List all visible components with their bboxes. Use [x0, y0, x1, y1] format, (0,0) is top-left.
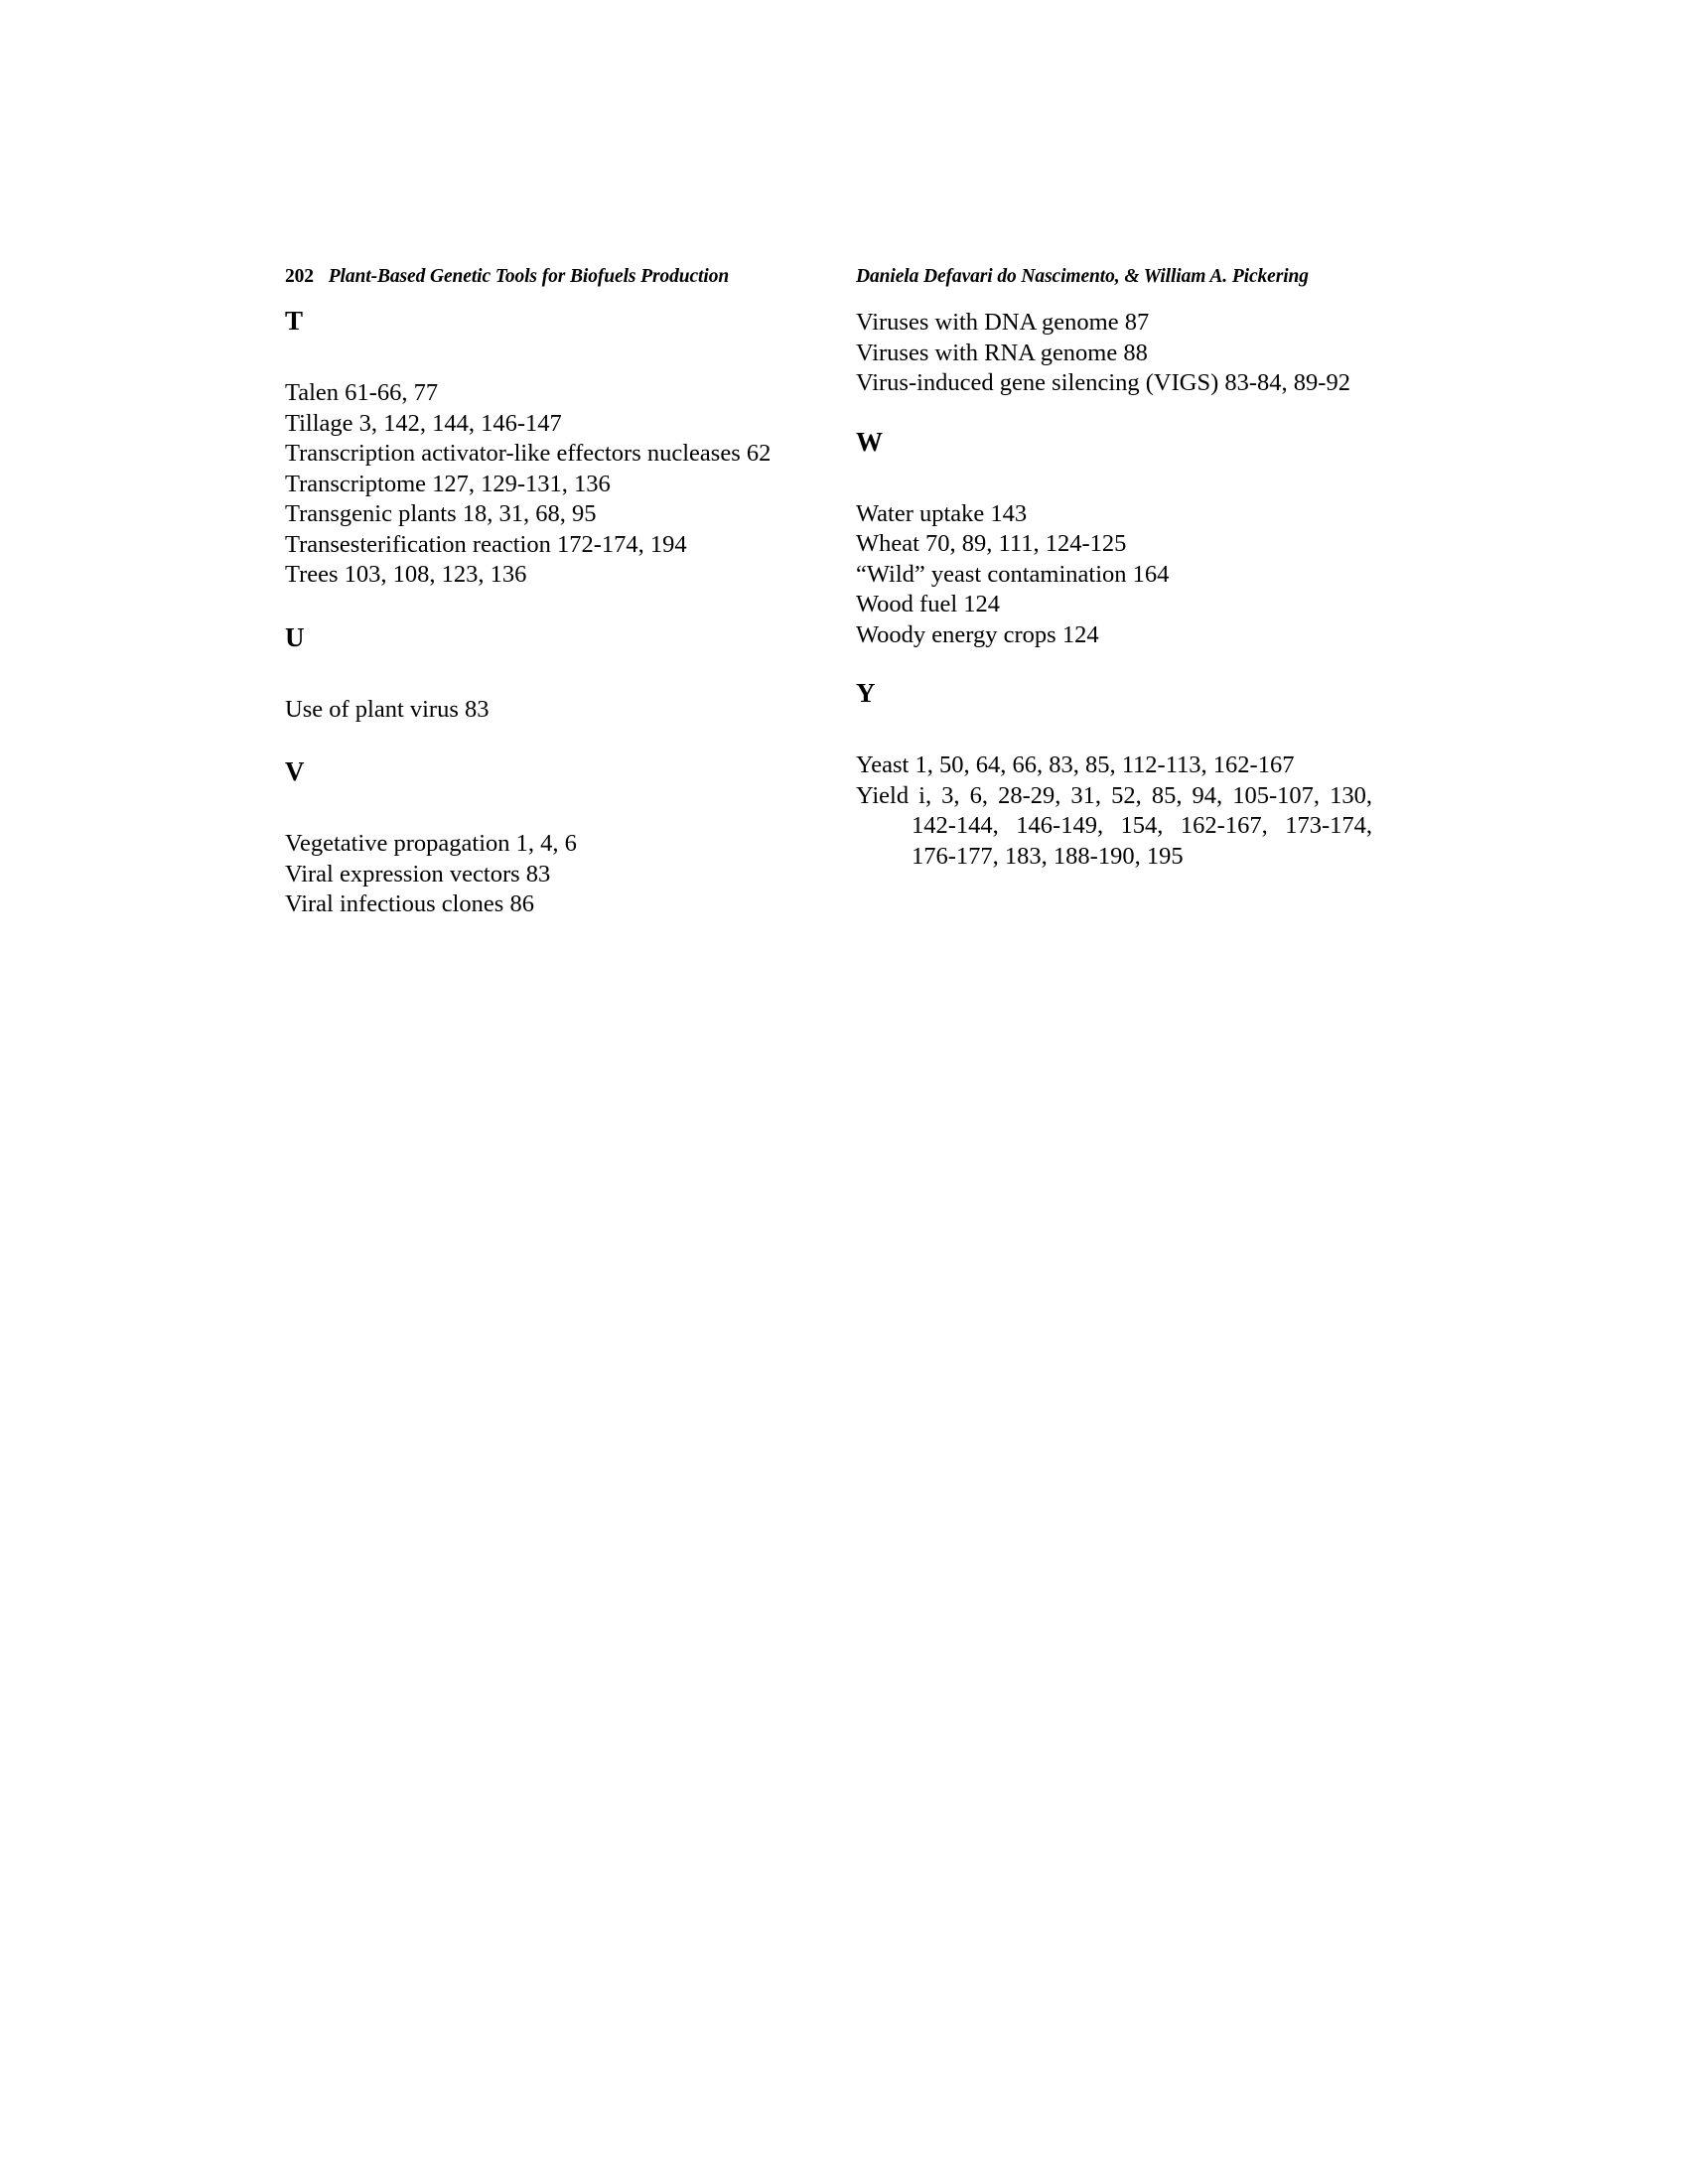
book-title: Plant-Based Genetic Tools for Biofuels Production — [328, 266, 730, 287]
spacer — [856, 650, 1372, 680]
spacer — [285, 651, 801, 695]
index-entries-t — [285, 378, 801, 591]
list-item: Talen 61-66, 77 — [285, 379, 439, 406]
index-entries-y — [856, 751, 1372, 872]
list-item: Yeast 1, 50, 64, 66, 83, 85, 112-113, 162-167 — [856, 751, 1295, 778]
spacer — [856, 456, 1372, 499]
index-group-v — [285, 758, 801, 920]
running-head-authors: Daniela Defavari do Nascimento, & William A. Pickering — [856, 266, 1309, 287]
spacer — [285, 591, 801, 624]
list-item: Transesterification reaction 172-174, 194 — [285, 530, 687, 558]
list-item: Trees 103, 108, 123, 136 — [285, 561, 527, 588]
index-entries-u — [285, 695, 801, 726]
list-item: Transcription activator-like effectors nucleases 62 — [285, 440, 772, 467]
letter-heading-u: U — [285, 621, 305, 652]
list-item: Wood fuel 124 — [856, 591, 1001, 617]
letter-heading-t: T — [285, 306, 304, 336]
running-head-left — [285, 266, 856, 288]
list-item: Viruses with DNA genome 87 — [856, 309, 1150, 336]
index-entries-w — [856, 499, 1372, 651]
index-group-u — [285, 621, 801, 726]
index-group-v-continued — [856, 308, 1372, 399]
list-item: Viral expression vectors 83 — [285, 860, 551, 887]
list-item: Tillage 3, 142, 144, 146-147 — [285, 409, 562, 437]
list-item: Use of plant virus 83 — [285, 695, 490, 723]
index-group-w — [856, 426, 1372, 651]
spacer — [856, 399, 1372, 429]
list-item: Water uptake 143 — [856, 499, 1028, 527]
list-item: Wheat 70, 89, 111, 124-125 — [856, 530, 1127, 557]
running-head — [285, 266, 1407, 288]
spacer — [285, 785, 801, 829]
list-item: Viruses with RNA genome 88 — [856, 339, 1148, 366]
index-group-t — [285, 308, 801, 591]
list-item: Woody energy crops 124 — [856, 620, 1099, 648]
letter-heading-w: W — [856, 426, 883, 457]
list-item: Transcriptome 127, 129-131, 136 — [285, 470, 611, 497]
spacer — [285, 335, 801, 378]
index-entries-v — [285, 829, 801, 920]
letter-heading-v: V — [285, 756, 305, 786]
list-item: Yield i, 3, 6, 28-29, 31, 52, 85, 94, 105-107, 130, 142-144, 146-149, 154, 162-167, 173-174, 176-177, 183, 188-190, 195 — [856, 781, 1372, 870]
list-item: “Wild” yeast contamination 164 — [856, 560, 1170, 588]
spacer — [285, 725, 801, 758]
index-columns — [285, 308, 1407, 920]
letter-heading-y: Y — [856, 678, 876, 708]
index-column-left — [285, 308, 801, 920]
spacer — [856, 707, 1372, 751]
index-column-right — [856, 308, 1372, 920]
page-number: 202 — [285, 266, 314, 287]
list-item: Vegetative propagation 1, 4, 6 — [285, 830, 577, 857]
index-group-y — [856, 680, 1372, 872]
list-item: Virus-induced gene silencing (VIGS) 83-84, 89-92 — [856, 369, 1350, 396]
list-item: Viral infectious clones 86 — [285, 890, 534, 917]
list-item: Transgenic plants 18, 31, 68, 95 — [285, 500, 597, 527]
index-entries-v-continued — [856, 308, 1372, 399]
